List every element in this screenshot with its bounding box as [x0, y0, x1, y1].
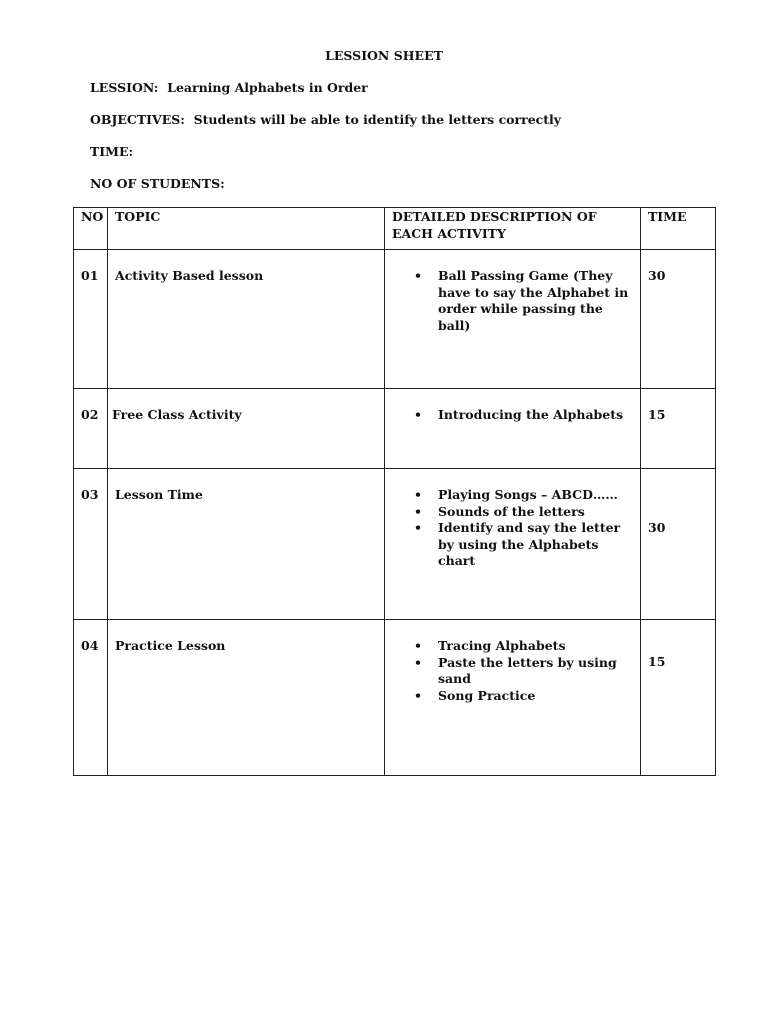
list-item: • Ball Passing Game (They have to say the Alphabet in order while passing the ball) — [414, 268, 629, 333]
list-item: • Tracing Alphabets — [414, 638, 566, 653]
time-cell: 15 — [641, 389, 716, 469]
row-number-cell: 04 — [74, 620, 108, 776]
lesson-value: Learning Alphabets in Order — [167, 80, 368, 95]
students-line — [90, 176, 225, 192]
row-number-cell: 03 — [74, 469, 108, 620]
description-cell — [385, 250, 641, 389]
topic-cell: Activity Based lesson — [108, 250, 385, 389]
activity-list — [392, 638, 633, 704]
column-header-description: DETAILED DESCRIPTION OF EACH ACTIVITY — [385, 208, 641, 250]
time-cell: 30 — [641, 250, 716, 389]
lesson-line — [90, 80, 368, 96]
topic-cell: Practice Lesson — [108, 620, 385, 776]
column-header-no: NO — [74, 208, 108, 250]
time-line — [90, 144, 133, 160]
table-row — [74, 620, 716, 776]
bullet-icon: • — [414, 503, 422, 519]
time-cell: 30 — [641, 469, 716, 620]
list-item: • Introducing the Alphabets — [414, 407, 624, 422]
bullet-icon: • — [414, 654, 422, 670]
table-row — [74, 250, 716, 389]
bullet-icon: • — [414, 687, 422, 703]
list-item: • Playing Songs – ABCD…… — [414, 487, 618, 502]
topic-cell: Lesson Time — [108, 469, 385, 620]
time-label: TIME: — [90, 144, 134, 159]
description-cell — [385, 389, 641, 469]
bullet-icon: • — [414, 268, 422, 283]
objectives-label: OBJECTIVES: — [90, 112, 185, 127]
row-number-cell: 01 — [74, 250, 108, 389]
column-header-topic: TOPIC — [108, 208, 385, 250]
table-header-row — [74, 208, 716, 250]
list-item: • Identify and say the letter by using the Alphabets chart — [414, 520, 621, 568]
column-header-time: TIME — [641, 208, 716, 250]
page-title: LESSION SHEET — [325, 48, 443, 63]
description-cell — [385, 469, 641, 620]
lesson-label: LESSION: — [90, 80, 159, 95]
list-item: • Paste the letters by using sand — [414, 654, 617, 686]
bullet-icon: • — [414, 487, 422, 502]
bullet-icon: • — [414, 407, 422, 422]
bullet-icon: • — [414, 520, 422, 535]
objectives-value: Students will be able to identify the letters correctly — [193, 112, 562, 127]
lesson-table — [73, 207, 716, 776]
activity-list — [392, 487, 633, 570]
activity-list — [392, 268, 633, 334]
activity-list — [392, 407, 633, 424]
objectives-line — [90, 112, 561, 128]
list-item: • Song Practice — [414, 687, 536, 703]
table-row — [74, 469, 716, 620]
bullet-icon: • — [414, 638, 422, 653]
topic-cell: Free Class Activity — [108, 389, 385, 469]
students-label: NO OF STUDENTS: — [90, 176, 225, 191]
table-row — [74, 389, 716, 469]
description-cell — [385, 620, 641, 776]
row-number-cell: 02 — [74, 389, 108, 469]
time-cell: 15 — [641, 620, 716, 776]
list-item: • Sounds of the letters — [414, 503, 585, 519]
